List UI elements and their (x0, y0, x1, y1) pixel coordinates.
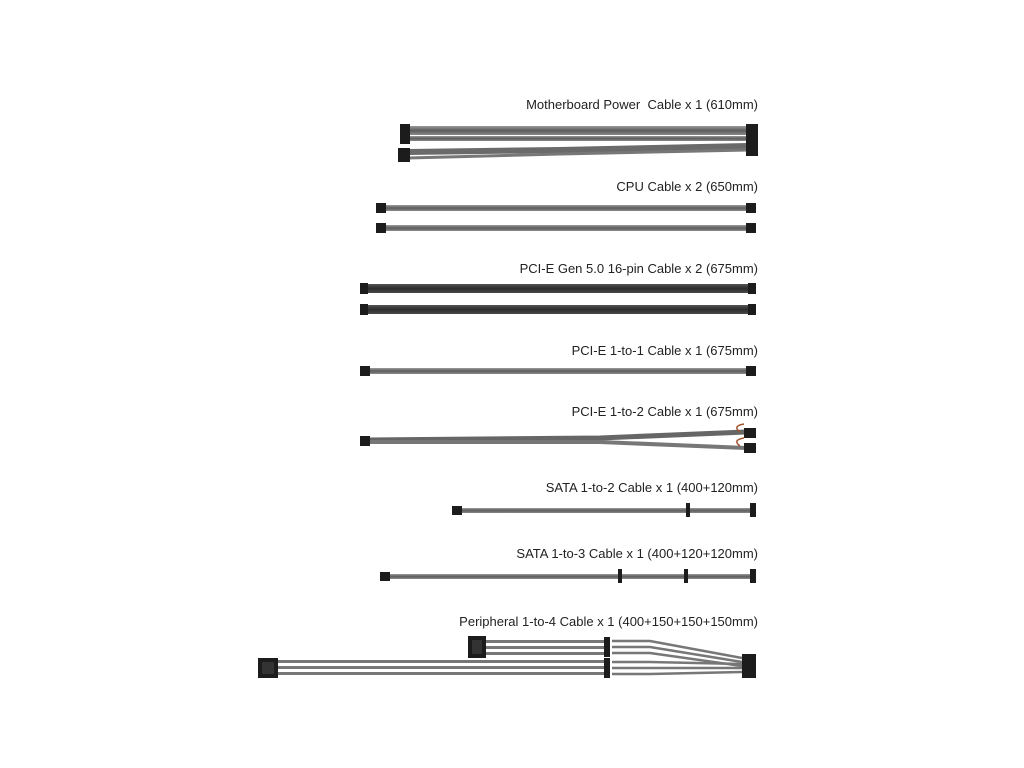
sata-1to3-cable-label: SATA 1-to-3 Cable x 1 (400+120+120mm) (516, 546, 758, 561)
connector-icon (684, 569, 688, 583)
pcie-1to1-cable-label: PCI-E 1-to-1 Cable x 1 (675mm) (571, 343, 758, 358)
connector-icon (604, 637, 610, 657)
connector-icon (748, 283, 756, 294)
connector-icon (746, 366, 756, 376)
connector-icon (380, 572, 390, 581)
connector-icon (746, 203, 756, 213)
cpu-cables (376, 203, 756, 233)
connector-icon (746, 223, 756, 233)
connector-icon (376, 203, 386, 213)
pcie-1to2-cable-label: PCI-E 1-to-2 Cable x 1 (675mm) (571, 404, 758, 419)
pcie-1to2-cable (360, 424, 756, 453)
connector-icon (742, 654, 756, 678)
peripheral-1to4-cable-label: Peripheral 1-to-4 Cable x 1 (400+150+150+150mm) (459, 614, 758, 629)
pcie-gen5-cables (360, 283, 756, 315)
connector-icon (360, 283, 368, 294)
motherboard-power-cable (398, 124, 758, 162)
connector-icon (360, 436, 370, 446)
connector-icon (398, 148, 410, 162)
connector-icon (686, 503, 690, 517)
sata-1to2-cable (452, 503, 756, 517)
connector-icon (750, 569, 756, 583)
cpu-cable-label: CPU Cable x 2 (650mm) (616, 179, 758, 194)
pcie-1to1-cable (360, 366, 756, 376)
connector-icon (750, 503, 756, 517)
connector-icon (400, 124, 410, 144)
pcie-gen5-cable-label: PCI-E Gen 5.0 16-pin Cable x 2 (675mm) (519, 261, 758, 276)
connector-icon (744, 443, 756, 453)
connector-icon (746, 124, 758, 156)
peripheral-1to4-cable (258, 636, 756, 678)
connector-icon (618, 569, 622, 583)
connector-icon (604, 658, 610, 678)
sata-1to3-cable (380, 569, 756, 583)
sata-1to2-cable-label: SATA 1-to-2 Cable x 1 (400+120mm) (545, 480, 758, 495)
motherboard-cable-label: Motherboard Power Cable x 1 (610mm) (526, 97, 758, 112)
connector-icon (360, 366, 370, 376)
connector-icon (452, 506, 462, 515)
connector-icon (744, 428, 756, 438)
connector-icon (360, 304, 368, 315)
connector-icon (748, 304, 756, 315)
connector-icon (376, 223, 386, 233)
